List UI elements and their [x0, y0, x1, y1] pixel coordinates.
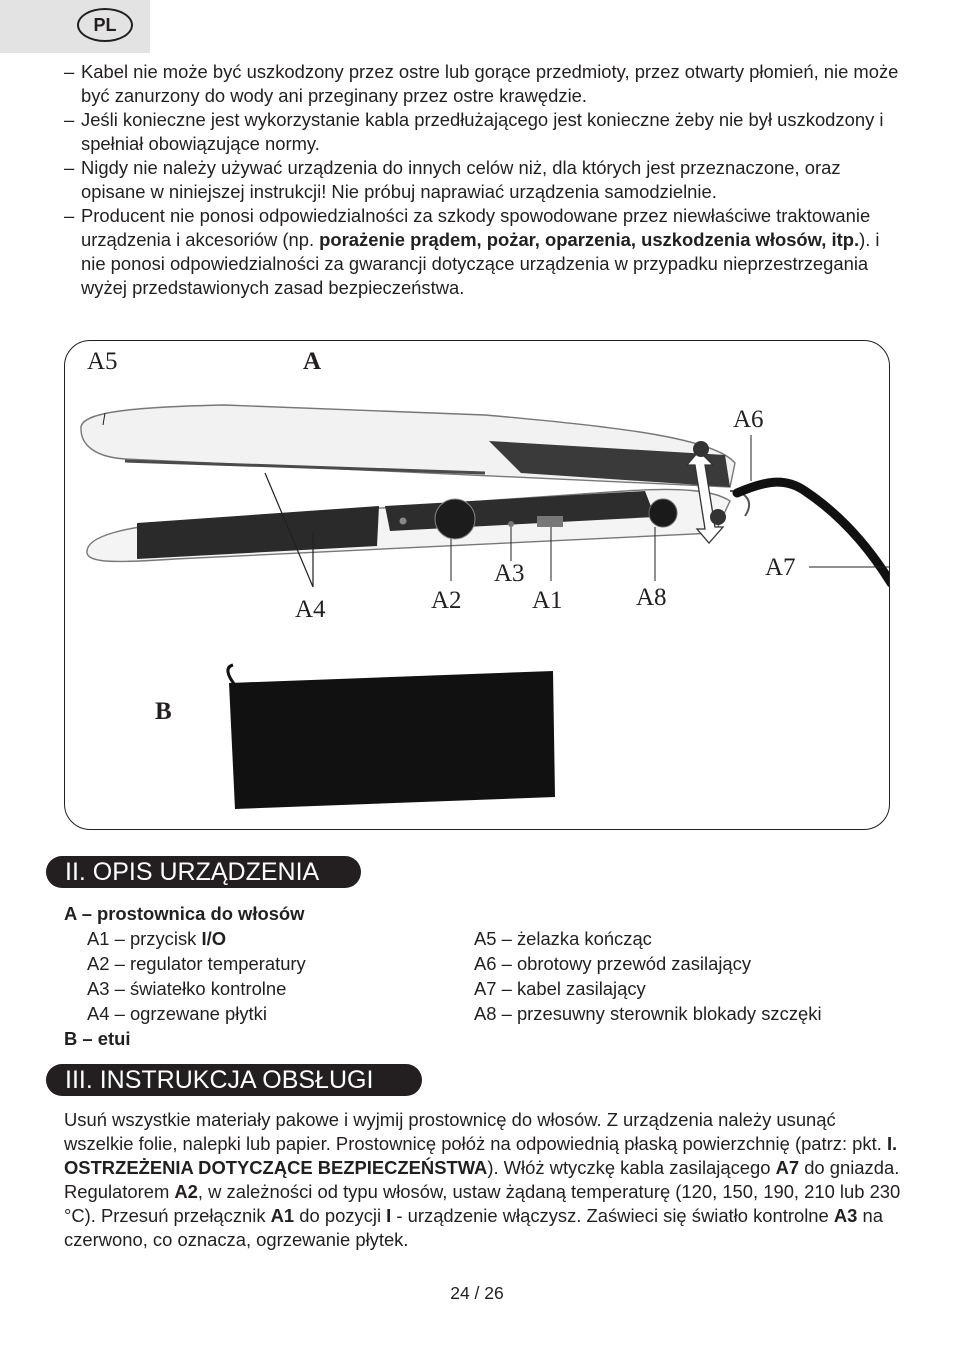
- part-item: A5 – żelazka kończąc: [474, 928, 652, 949]
- unlock-icon: [710, 509, 726, 525]
- label-a: A: [303, 348, 322, 375]
- section-title-description: II. OPIS URZĄDZENIA: [46, 856, 361, 888]
- label-a7: A7: [765, 554, 796, 581]
- bold-text: I: [386, 1205, 392, 1226]
- bullet-item: [64, 60, 904, 108]
- part-item: A8 – przesuwny sterownik blokady szczęki: [474, 1003, 822, 1024]
- label-a3: A3: [494, 560, 525, 587]
- bullet-text: ). i nie ponosi odpowiedzialności za gwarancji dotyczące urządzenia w przypadku nieprzestrzegania wyżej przedstawionych zasad bezpieczeństwa.: [81, 229, 880, 298]
- hair-straightener-illustration: [65, 341, 890, 830]
- part-item: A6 – obrotowy przewód zasilający: [474, 953, 752, 974]
- bold-text: A7: [775, 1157, 800, 1178]
- temperature-dial: [435, 499, 475, 539]
- text: na czerwono, co oznacza, ogrzewanie płytek.: [64, 1205, 883, 1250]
- text: ). Włóż wtyczkę kabla zasilającego: [487, 1157, 776, 1178]
- bullet-item: [64, 108, 904, 156]
- product-figure: [64, 340, 890, 830]
- label-a6: A6: [733, 406, 764, 433]
- bullet-dash: –: [64, 61, 75, 82]
- panel-screw: [400, 518, 407, 525]
- bullet-item: [64, 156, 904, 204]
- part-text: A1 – przycisk: [87, 928, 202, 949]
- label-a5: A5: [87, 348, 118, 375]
- heading-b: [64, 1026, 130, 1051]
- jaw-lock-slider: [649, 499, 677, 527]
- bullet-text: Producent nie ponosi odpowiedzialności za szkody spowodowane przez niewłaściwe traktowanie urządzenia i akcesoriów (np.: [81, 205, 871, 250]
- section-title-instructions: III. INSTRUKCJA OBSŁUGI: [46, 1064, 422, 1096]
- on-off-switch: [537, 516, 563, 527]
- heading-a-text: A – prostownica do włosów: [64, 903, 305, 924]
- parts-list-left: [87, 926, 306, 1026]
- bullet-text: Nigdy nie należy używać urządzenia do innych celów niż, dla których jest przeznaczone, oraz opisane w niniejszej instrukcji! Nie próbuj naprawiać urządzenia samodzielnie.: [81, 157, 841, 202]
- bullet-item: [64, 204, 904, 300]
- bullet-bold-text: porażenie prądem, pożar, oparzenia, uszkodzenia włosów, itp.: [319, 229, 860, 250]
- label-a2: A2: [431, 587, 462, 614]
- bullet-dash: –: [64, 157, 75, 178]
- part-bold: I/O: [201, 928, 226, 949]
- bullet-dash: –: [64, 109, 75, 130]
- page-number: 24 / 26: [450, 1283, 504, 1303]
- bold-text: A1: [270, 1205, 295, 1226]
- part-item: A3 – światełko kontrolne: [87, 978, 287, 999]
- pouch-drawstring: [228, 665, 235, 685]
- bullet-dash: –: [64, 205, 75, 226]
- text: do gniazda. Regulatorem: [64, 1157, 900, 1202]
- part-item: A2 – regulator temperatury: [87, 953, 306, 974]
- language-badge: PL: [77, 8, 133, 42]
- label-a1: A1: [532, 587, 563, 614]
- label-a8: A8: [636, 584, 667, 611]
- label-a4: A4: [295, 596, 326, 623]
- heading-a: [64, 901, 304, 926]
- bold-text: A3: [833, 1205, 858, 1226]
- text: , w zależności od typu włosów, ustaw żądaną temperaturę (120, 150, 190, 210 lub 230 °C). Przesuń przełącznik: [64, 1181, 901, 1226]
- safety-bullet-list: [64, 60, 904, 300]
- text: do pozycji: [294, 1205, 387, 1226]
- lock-icon: [693, 441, 709, 457]
- control-light: [508, 521, 514, 527]
- instructions-paragraph: [64, 1108, 904, 1252]
- part-item: [87, 926, 306, 951]
- part-item: A7 – kabel zasilający: [474, 978, 646, 999]
- parts-list-right: [474, 926, 822, 1026]
- bullet-text: Kabel nie może być uszkodzony przez ostre lub gorące przedmioty, przez otwarty płomień, nie może być zanurzony do wody ani przeginany przez ostre krawędzie.: [81, 61, 899, 106]
- bold-text: I. OSTRZEŻENIA DOTYCZĄCE BEZPIECZEŃSTWA: [64, 1133, 898, 1178]
- text: - urządzenie włączysz. Zaświeci się światło kontrolne: [391, 1205, 834, 1226]
- power-cord: [737, 482, 890, 583]
- storage-pouch: [229, 671, 555, 809]
- part-item: A4 – ogrzewane płytki: [87, 1003, 267, 1024]
- bullet-text: Jeśli konieczne jest wykorzystanie kabla przedłużającego jest konieczne żeby nie był uszkodzony i spełniał obowiązujące normy.: [81, 109, 884, 154]
- bold-text: A2: [174, 1181, 198, 1202]
- text: Usuń wszystkie materiały pakowe i wyjmij prostownicę do włosów. Z urządzenia należy usunąć wszelkie folie, nalepki lub papier. Prostownicę połóż na odpowiednią płaską powierzchnię (patrz: pkt.: [64, 1109, 887, 1154]
- heading-b-text: B – etui: [64, 1028, 131, 1049]
- language-tab: [0, 0, 150, 53]
- label-b: B: [155, 698, 172, 725]
